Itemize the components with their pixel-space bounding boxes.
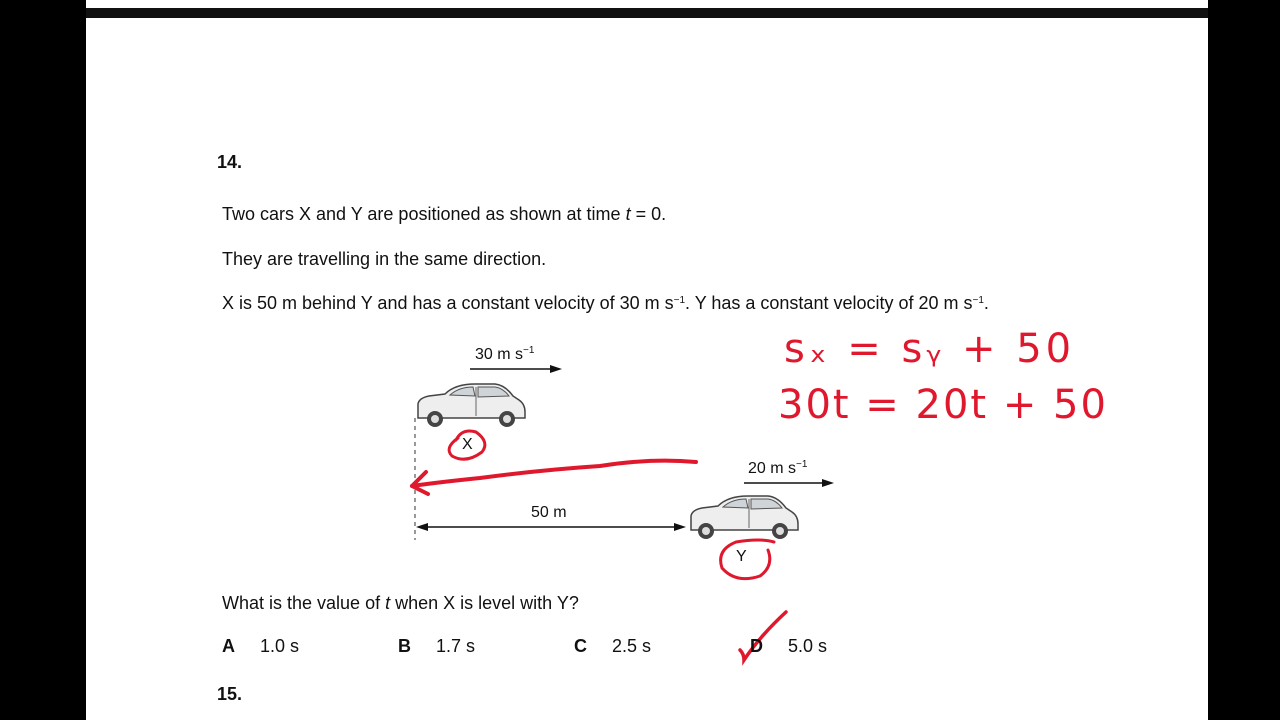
velocity-x-label: 30 m $s^{-1}$ — [475, 345, 535, 363]
option-c-value: 2.5 s — [612, 636, 652, 656]
car-x-label: X — [462, 436, 473, 453]
ink-equation-2: 30t = 20t + 50 — [778, 382, 1108, 428]
option-c-letter: C — [574, 636, 587, 656]
option-a-value: 1.0 s — [260, 636, 300, 656]
distance-label: 50 m — [531, 504, 567, 521]
car-y-label: Y — [736, 548, 747, 565]
question-number: 14. — [217, 152, 243, 172]
ink-circle-y — [721, 540, 774, 579]
question-line-2: They are travelling in the same direction. — [222, 249, 547, 269]
option-a-letter: A — [222, 636, 235, 656]
question-ask: What is the value of t when X is level with Y? — [222, 593, 579, 613]
option-b-letter: B — [398, 636, 411, 656]
next-question-number: 15. — [217, 684, 243, 704]
question-line-1: Two cars X and Y are positioned as shown at time t = 0. — [222, 204, 667, 224]
car-x — [418, 384, 525, 427]
car-y — [691, 496, 798, 539]
velocity-y-label: 20 m $s^{-1}$ — [748, 459, 808, 477]
option-b-value: 1.7 s — [436, 636, 476, 656]
question-line-3: X is 50 m behind Y and has a constant velocity of 30 m $s^{-1}$. Y has a constant velocity of 20 m $s^{-1}$. — [222, 293, 989, 313]
ink-arrow-line — [412, 461, 696, 486]
option-d-letter: D — [750, 636, 763, 656]
ink-equation-1: sₓ = sᵧ + 50 — [784, 326, 1076, 372]
option-d-value: 5.0 s — [788, 636, 828, 656]
ink-tick — [740, 612, 786, 660]
